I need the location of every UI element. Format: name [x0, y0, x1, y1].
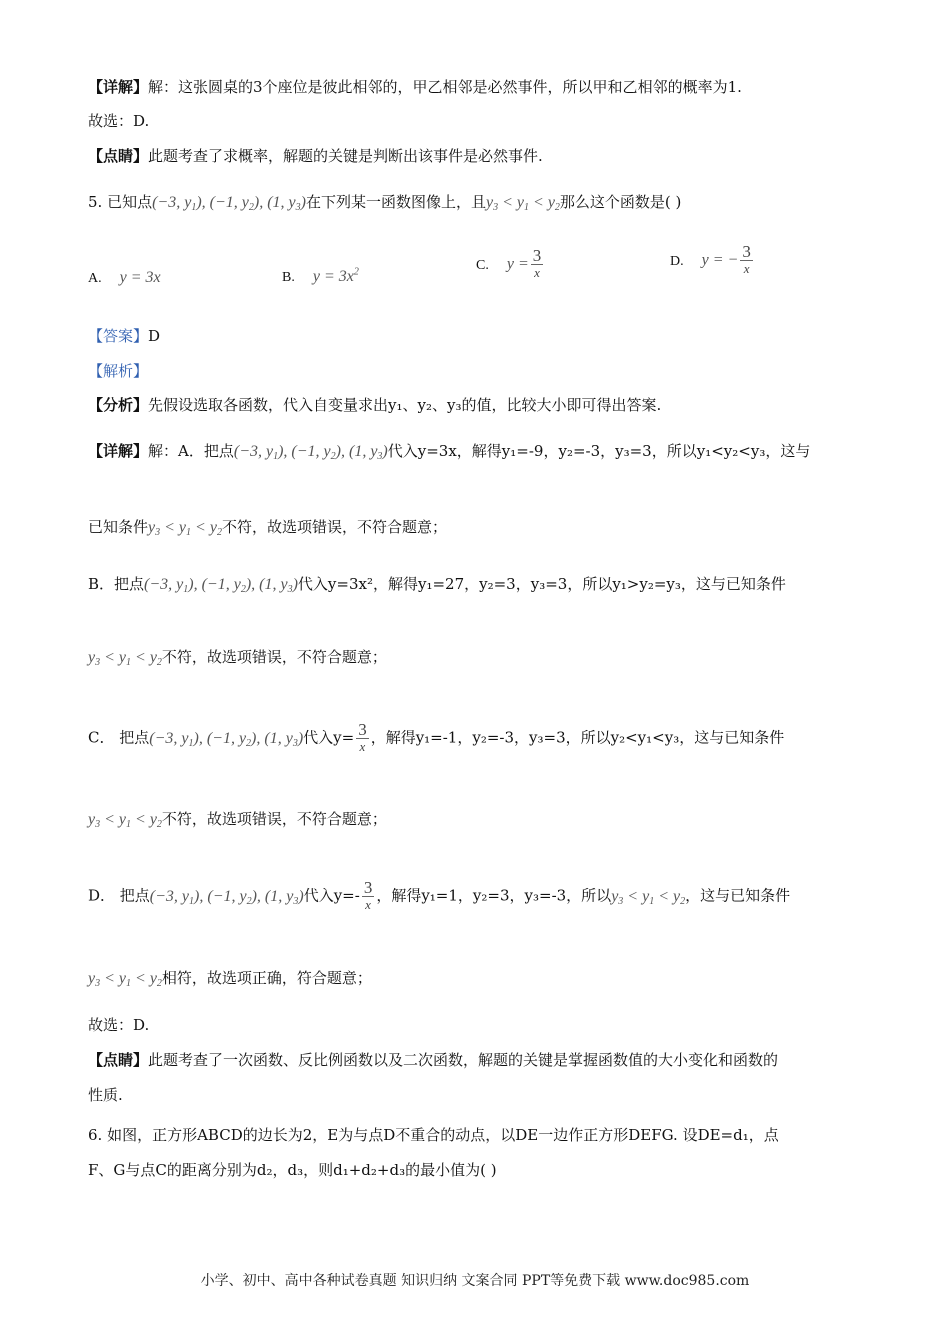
detail-d-1: D． 把点: [88, 886, 150, 905]
answer-line: [88, 325, 862, 347]
detail-d-4: ，这与已知条件: [685, 886, 791, 905]
option-d-frac: $\frac{3}{x}$: [742, 242, 751, 276]
option-b: [282, 262, 359, 289]
condition-math-d: $y_3 < y_1 < y_2$: [611, 887, 686, 907]
points-math-a: (−3, $y_1$), (−1, $y_2$), (1, $y_3$): [233, 443, 388, 462]
points-math-c: (−3, $y_1$), (−1, $y_2$), (1, $y_3$): [149, 729, 304, 749]
q5-comment-line: [88, 1049, 862, 1071]
detail-b-line: [88, 573, 862, 601]
comment-tag: 【点睛】: [88, 147, 149, 165]
detail-c-1: C． 把点: [88, 728, 150, 747]
points-math-d: (−3, $y_1$), (−1, $y_2$), (1, $y_3$): [149, 887, 304, 907]
q5-mid: 在下列某一函数图像上，且: [305, 193, 486, 211]
detail-a-2: 代入y=3x，解得y₁=-9，y₂=-3，y₃=3，所以y₁<y₂<y₃，这与: [387, 442, 811, 460]
option-a: [88, 266, 161, 290]
detail-c-line: [88, 722, 862, 755]
detail-b-2: 代入y=3x²，解得y₁=27，y₂=3，y₃=3，所以y₁>y₂=y₃，这与已知条件: [297, 575, 786, 593]
detail-a-3b: 不符，故选项错误，不符合题意；: [221, 518, 447, 536]
q5-choice: 故选：D.: [88, 1016, 150, 1034]
prev-comment-text: 此题考查了求概率，解题的关键是判断出该事件是必然事件.: [148, 147, 543, 165]
condition-math: $y_3 < y_1 < y_2$: [486, 194, 560, 213]
detail-a-3a: 已知条件: [88, 518, 149, 536]
q6-line2: F、G与点C的距离分别为d₂，d₃，则d₁+d₂+d₃的最小值为( ): [88, 1161, 497, 1179]
option-d: [670, 244, 755, 277]
option-c: [476, 248, 545, 281]
option-a-math: y = 3x: [119, 269, 161, 286]
option-a-label: A.: [88, 271, 102, 286]
condition-math-a: $y_3 < y_1 < y_2$: [148, 519, 222, 538]
detail-tag-2: 【详解】: [88, 442, 149, 460]
condition-math-c: $y_3 < y_1 < y_2$: [88, 811, 162, 830]
detail-d-line: [88, 880, 862, 913]
detail-d-2: 代入y=-: [303, 886, 360, 905]
detail-d-3: ，解得y₁=1，y₂=3，y₃=-3，所以: [376, 886, 612, 905]
fenxi-text: 先假设选取各函数，代入自变量求出y₁、y₂、y₃的值，比较大小即可得出答案.: [148, 396, 662, 414]
answer-tag: 【答案】: [88, 327, 149, 345]
option-b-math: $y = 3x^2$: [312, 267, 359, 286]
detail-c-4: 不符，故选项错误，不符合题意；: [161, 810, 387, 828]
q5-suffix: 那么这个函数是( ): [559, 193, 682, 211]
detail-a-cont: [88, 516, 862, 544]
option-d-label: D.: [670, 253, 684, 269]
prev-choice: 故选：D.: [88, 112, 150, 130]
prev-detail-text: 解：这张圆桌的3个座位是彼此相邻的，甲乙相邻是必然事件，所以甲和乙相邻的概率为1.: [148, 78, 742, 96]
detail-c-3: ，解得y₁=-1，y₂=-3，y₃=3，所以y₂<y₁<y₃，这与已知条件: [370, 728, 785, 747]
option-d-math: y = −: [701, 251, 739, 269]
analysis-tag: 【解析】: [88, 362, 149, 380]
detail-b-1: B．把点: [88, 575, 145, 593]
points-math-b: (−3, $y_1$), (−1, $y_2$), (1, $y_3$): [144, 576, 298, 595]
detail-c-cont: [88, 808, 862, 836]
detail-b-cont: [88, 646, 862, 674]
detail-c-frac: $\frac{3}{x}$: [358, 720, 367, 754]
q5-prefix: 5. 已知点: [88, 193, 153, 211]
fenxi-line: [88, 394, 862, 416]
detail-d-5: 相符，故选项正确，符合题意；: [161, 969, 372, 987]
condition-math-b: $y_3 < y_1 < y_2$: [88, 649, 162, 668]
option-c-math: y =: [506, 255, 529, 273]
detail-a-line: [88, 440, 862, 468]
q5-comment-1: 此题考查了一次函数、反比例函数以及二次函数，解题的关键是掌握函数值的大小变化和函数的: [148, 1051, 779, 1069]
answer-value: D: [148, 327, 161, 345]
option-b-label: B.: [282, 270, 295, 286]
prev-detail-line: [88, 76, 862, 98]
detail-tag: 【详解】: [88, 78, 149, 96]
q5-stem: [88, 191, 862, 219]
q6-line1: 6. 如图，正方形ABCD的边长为2，E为与点D不重合的动点，以DE一边作正方形DEFG. 设DE=d₁，点: [88, 1126, 779, 1144]
detail-b-3: 不符，故选项错误，不符合题意；: [161, 648, 387, 666]
comment-tag-2: 【点睛】: [88, 1051, 149, 1069]
fenxi-tag: 【分析】: [88, 396, 149, 414]
detail-c-2: 代入y=: [303, 728, 355, 747]
points-math: (−3, $y_1$), (−1, $y_2$), (1, $y_3$): [152, 194, 306, 213]
condition-math-d2: $y_3 < y_1 < y_2$: [88, 970, 162, 989]
detail-d-frac: $\frac{3}{x}$: [363, 878, 373, 912]
page-footer: 小学、初中、高中各种试卷真题 知识归纳 文案合同 PPT等免费下载 www.doc985.com: [200, 1273, 750, 1289]
detail-d-cont: [88, 967, 862, 995]
q5-comment-line2: 性质.: [88, 1086, 123, 1104]
option-c-label: C.: [476, 257, 489, 273]
detail-a-1: 解：A．把点: [148, 442, 234, 460]
prev-comment-line: [88, 145, 862, 167]
option-c-frac: $\frac{3}{x}$: [532, 246, 542, 280]
